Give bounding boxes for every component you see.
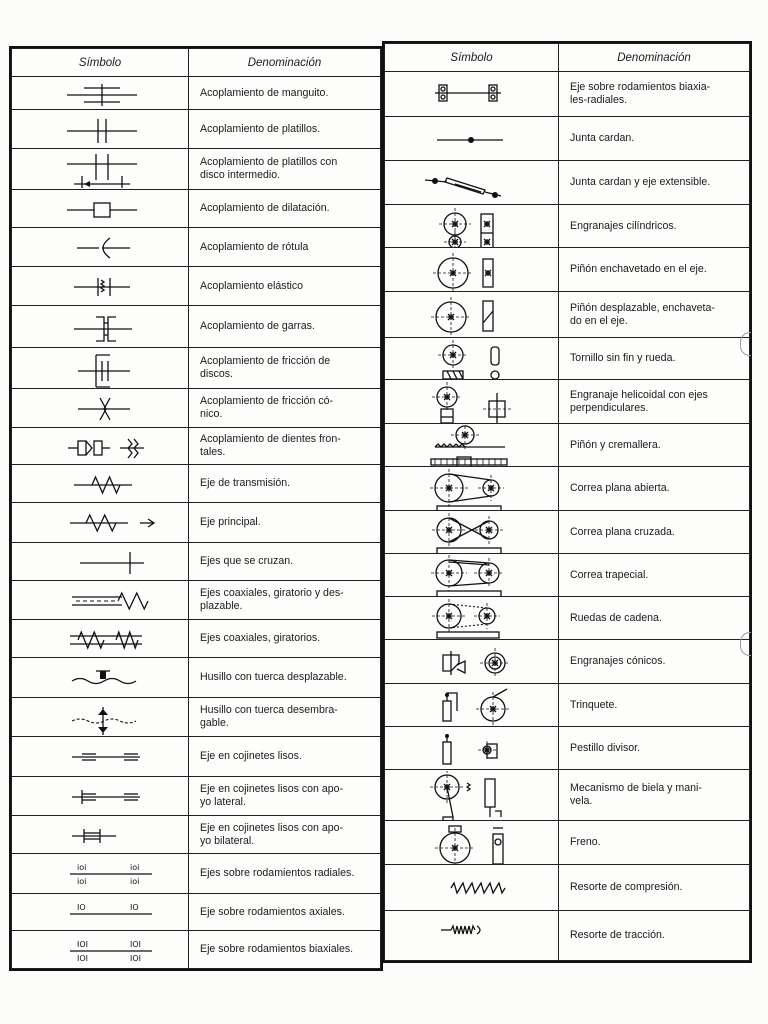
table-row: [12, 894, 381, 931]
table-row: [12, 348, 381, 389]
svg-text:ioi: ioi: [130, 876, 140, 886]
denomination-cell: Correa trapecial.: [559, 554, 750, 597]
spindle-nut-icon: [12, 659, 188, 697]
disc-clutch-icon: [12, 349, 188, 388]
symbol-cell: [385, 597, 559, 640]
name-column-header: Denominación: [189, 49, 381, 77]
table-row: [385, 205, 750, 248]
denomination-cell: Eje en cojinetes lisos con apo- yo bilateral.: [189, 816, 381, 854]
denomination-cell: Mecanismo de biela y mani- vela.: [559, 770, 750, 821]
denomination-cell: Piñón y cremallera.: [559, 424, 750, 467]
symbol-cell: [12, 465, 189, 503]
denomination-cell: Ejes sobre rodamientos radiales.: [189, 854, 381, 894]
denomination-cell: Engranajes cilíndricos.: [559, 205, 750, 248]
name-column-header: Denominación: [559, 44, 750, 72]
table-row: [385, 727, 750, 770]
denomination-cell: Eje sobre rodamientos axiales.: [189, 894, 381, 931]
denomination-cell: Acoplamiento de garras.: [189, 306, 381, 348]
table-row: [385, 684, 750, 727]
denomination-cell: Engranajes cónicos.: [559, 640, 750, 684]
chain-wheels-icon: [385, 598, 558, 639]
symbol-cell: [12, 77, 189, 110]
binder-hole-mark: [740, 632, 751, 656]
symbol-cell: [385, 554, 559, 597]
symbol-cell: [385, 205, 559, 248]
denomination-cell: Acoplamiento de dilatación.: [189, 190, 381, 228]
ratchet-icon: [385, 685, 558, 726]
symbol-cell: [385, 380, 559, 424]
denomination-cell: Eje principal.: [189, 503, 381, 543]
symbol-cell: [12, 658, 189, 698]
symbol-column-header: Símbolo: [12, 49, 189, 77]
table-row: [385, 511, 750, 554]
denomination-cell: Resorte de compresión.: [559, 865, 750, 911]
svg-text:IOI: IOI: [130, 953, 142, 963]
table-row: [12, 816, 381, 854]
denomination-cell: Eje de transmisión.: [189, 465, 381, 503]
svg-text:IOI: IOI: [77, 953, 89, 963]
spur-gears-icon: [385, 206, 558, 247]
table-row: [385, 424, 750, 467]
symbol-column-header: Símbolo: [385, 44, 559, 72]
denomination-cell: Tornillo sin fin y rueda.: [559, 338, 750, 380]
biaxial-bearing-icon: [12, 932, 188, 968]
symbol-cell: [12, 543, 189, 581]
symbol-cell: [12, 389, 189, 428]
table-row: [12, 658, 381, 698]
symbol-cell: [12, 306, 189, 348]
symbol-cell: [12, 931, 189, 969]
denomination-cell: Acoplamiento de platillos.: [189, 110, 381, 149]
symbol-cell: [12, 737, 189, 777]
denomination-cell: Ejes coaxiales, giratorio y des- plazable.: [189, 581, 381, 620]
worm-gear-icon: [385, 339, 558, 379]
table-row: [12, 306, 381, 348]
table-row: [12, 190, 381, 228]
table-row: [385, 770, 750, 821]
denomination-cell: Acoplamiento de fricción có- nico.: [189, 389, 381, 428]
symbol-cell: [12, 110, 189, 149]
flange-coupling-disc-icon: [12, 150, 188, 189]
claw-coupling-icon: [12, 307, 188, 347]
expansion-coupling-icon: [12, 191, 188, 227]
transmission-shaft-icon: [12, 466, 188, 502]
open-belt-icon: [385, 468, 558, 510]
table-header-row: [385, 44, 750, 72]
table-row: [385, 467, 750, 511]
svg-text:IO: IO: [130, 902, 139, 912]
svg-text:IO: IO: [77, 902, 86, 912]
table-row: [12, 543, 381, 581]
crossing-shafts-icon: [12, 544, 188, 580]
index-pin-icon: [385, 728, 558, 769]
denomination-cell: Acoplamiento de fricción de discos.: [189, 348, 381, 389]
spindle-nut-release-icon: [12, 699, 188, 736]
symbol-cell: [385, 684, 559, 727]
tension-spring-icon: [385, 912, 558, 960]
axial-bearing-icon: [12, 895, 188, 930]
denomination-cell: Pestillo divisor.: [559, 727, 750, 770]
symbol-cell: [12, 854, 189, 894]
table-row: [385, 821, 750, 865]
denomination-cell: Correa plana cruzada.: [559, 511, 750, 554]
symbol-cell: [385, 467, 559, 511]
svg-text:ioi: ioi: [130, 862, 140, 872]
denomination-cell: Junta cardan.: [559, 117, 750, 161]
main-shaft-icon: [12, 504, 188, 542]
crank-mechanism-icon: [385, 771, 558, 820]
table-row: [12, 389, 381, 428]
denomination-cell: Acoplamiento de dientes fron- tales.: [189, 428, 381, 465]
table-row: [12, 620, 381, 658]
radial-bearing-icon: [12, 855, 188, 893]
table-row: [12, 698, 381, 737]
helical-gears-icon: [385, 381, 558, 423]
symbol-cell: [12, 428, 189, 465]
ball-joint-coupling-icon: [12, 229, 188, 266]
symbol-cell: [385, 911, 559, 961]
denomination-cell: Junta cardan y eje extensible.: [559, 161, 750, 205]
plain-bearing-lateral-icon: [12, 778, 188, 815]
symbol-cell: [385, 248, 559, 292]
symbol-cell: [12, 620, 189, 658]
svg-text:IOI: IOI: [130, 939, 142, 949]
symbol-cell: [385, 821, 559, 865]
symbol-cell: [385, 161, 559, 205]
table-row: [12, 854, 381, 894]
denomination-cell: Husillo con tuerca desplazable.: [189, 658, 381, 698]
table-row: [385, 597, 750, 640]
denomination-cell: Eje en cojinetes lisos.: [189, 737, 381, 777]
table-row: [12, 228, 381, 267]
table-row: [385, 640, 750, 684]
symbol-cell: [12, 698, 189, 737]
cardan-extensible-icon: [385, 162, 558, 204]
elastic-coupling-icon: [12, 268, 188, 305]
denomination-cell: Acoplamiento de platillos con disco intermedio.: [189, 149, 381, 190]
denomination-cell: Resorte de tracción.: [559, 911, 750, 961]
symbol-cell: [12, 348, 189, 389]
coaxial-rotating-shafts-icon: [12, 621, 188, 657]
plain-bearing-icon: [12, 738, 188, 776]
symbol-cell: [12, 149, 189, 190]
table-row: [12, 428, 381, 465]
cardan-joint-icon: [385, 118, 558, 160]
table-row: [12, 777, 381, 816]
denomination-cell: Husillo con tuerca desembra- gable.: [189, 698, 381, 737]
sliding-pinion-icon: [385, 293, 558, 337]
table-row: [385, 911, 750, 961]
table-row: [12, 77, 381, 110]
table-row: [385, 161, 750, 205]
symbol-cell: [12, 816, 189, 854]
brake-icon: [385, 822, 558, 864]
table-row: [12, 737, 381, 777]
symbols-table-right: [382, 41, 752, 963]
symbol-cell: [12, 267, 189, 306]
table-row: [12, 581, 381, 620]
symbol-cell: [12, 894, 189, 931]
denomination-cell: Acoplamiento de manguito.: [189, 77, 381, 110]
denomination-cell: Acoplamiento de rótula: [189, 228, 381, 267]
svg-text:ioi: ioi: [77, 876, 87, 886]
symbol-cell: [12, 503, 189, 543]
tooth-coupling-icon: [12, 429, 188, 464]
denomination-cell: Piñón desplazable, enchaveta- do en el eje.: [559, 292, 750, 338]
symbol-cell: [12, 190, 189, 228]
table-row: [12, 149, 381, 190]
denomination-cell: Ruedas de cadena.: [559, 597, 750, 640]
table-row: [385, 248, 750, 292]
denomination-cell: Piñón enchavetado en el eje.: [559, 248, 750, 292]
denomination-cell: Ejes coaxiales, giratorios.: [189, 620, 381, 658]
table-row: [385, 338, 750, 380]
symbol-cell: [385, 511, 559, 554]
svg-text:IOI: IOI: [77, 939, 89, 949]
compression-spring-icon: [385, 866, 558, 910]
table-row: [385, 554, 750, 597]
symbol-cell: [12, 228, 189, 267]
bevel-gears-icon: [385, 641, 558, 683]
denomination-cell: Ejes que se cruzan.: [189, 543, 381, 581]
symbol-cell: [385, 338, 559, 380]
denomination-cell: Eje sobre rodamientos biaxia- les-radiales.: [559, 72, 750, 117]
denomination-cell: Engranaje helicoidal con ejes perpendiculares.: [559, 380, 750, 424]
table-row: [385, 380, 750, 424]
table-row: [385, 72, 750, 117]
table-row: [12, 931, 381, 969]
denomination-cell: Eje en cojinetes lisos con apo- yo lateral.: [189, 777, 381, 816]
symbol-cell: [385, 770, 559, 821]
flange-coupling-icon: [12, 111, 188, 148]
table-row: [12, 267, 381, 306]
symbol-cell: [385, 292, 559, 338]
symbol-cell: [385, 865, 559, 911]
symbol-cell: [12, 777, 189, 816]
symbol-cell: [385, 72, 559, 117]
table-row: [12, 110, 381, 149]
table-row: [385, 117, 750, 161]
symbol-cell: [12, 581, 189, 620]
symbol-cell: [385, 727, 559, 770]
plain-bearing-bilateral-icon: [12, 817, 188, 853]
table-row: [12, 465, 381, 503]
v-belt-icon: [385, 555, 558, 596]
sleeve-coupling-icon: [12, 78, 188, 109]
keyed-pinion-icon: [385, 249, 558, 291]
symbols-table-left: [9, 46, 383, 971]
denomination-cell: Eje sobre rodamientos biaxiales.: [189, 931, 381, 969]
svg-text:ioi: ioi: [77, 862, 87, 872]
denomination-cell: Trinquete.: [559, 684, 750, 727]
denomination-cell: Freno.: [559, 821, 750, 865]
rack-pinion-icon: [385, 425, 558, 466]
cone-clutch-icon: [12, 390, 188, 427]
table-header-row: [12, 49, 381, 77]
table-row: [385, 292, 750, 338]
biaxial-radial-bearing-icon: [385, 73, 558, 116]
symbol-cell: [385, 424, 559, 467]
table-row: [385, 865, 750, 911]
table-row: [12, 503, 381, 543]
symbol-cell: [385, 117, 559, 161]
denomination-cell: Correa plana abierta.: [559, 467, 750, 511]
coaxial-sliding-shafts-icon: [12, 582, 188, 619]
crossed-belt-icon: [385, 512, 558, 553]
denomination-cell: Acoplamiento elástico: [189, 267, 381, 306]
symbol-cell: [385, 640, 559, 684]
binder-hole-mark: [740, 332, 751, 356]
